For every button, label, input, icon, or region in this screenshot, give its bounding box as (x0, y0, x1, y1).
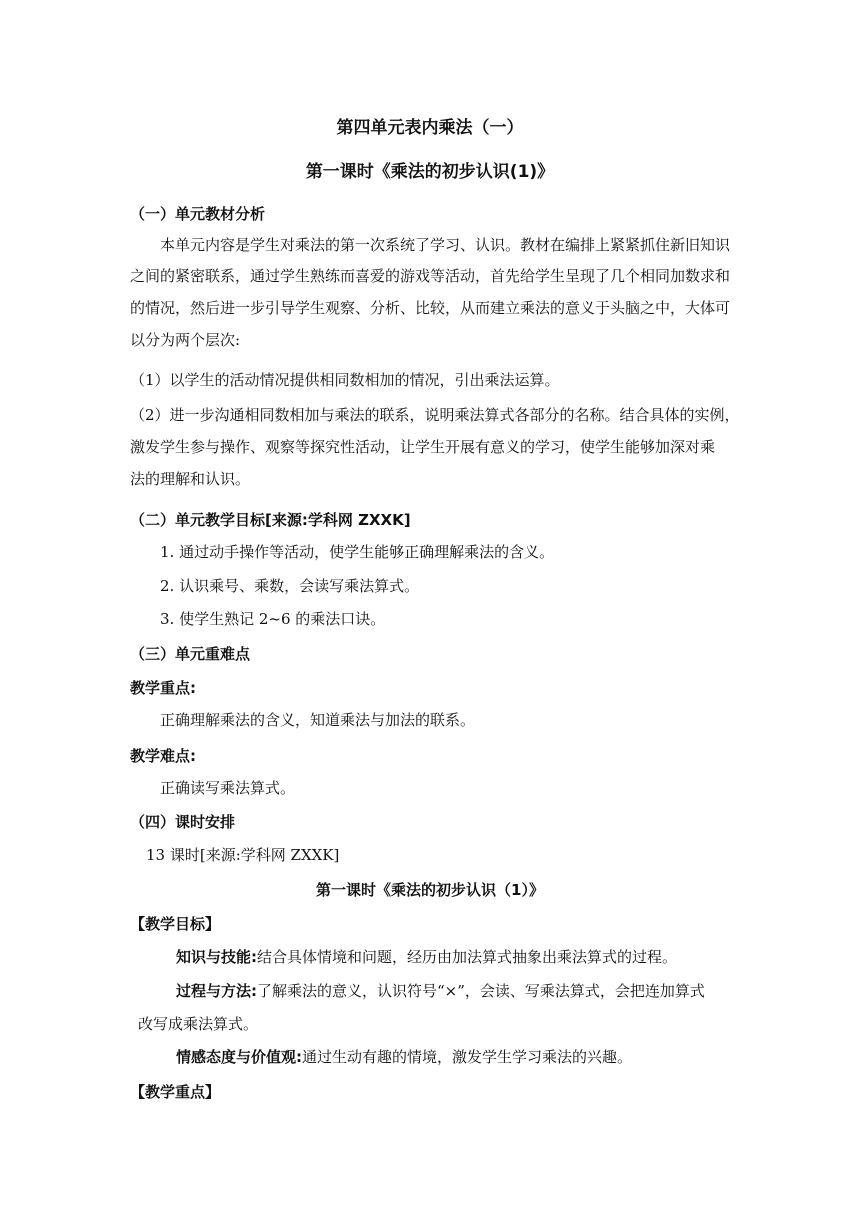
list-item: （1）以学生的活动情况提供相同数相加的情况，引出乘法运算。 (130, 371, 560, 389)
goal-item: 3. 使学生熟记 2~6 的乘法口诀。 (160, 610, 386, 628)
teaching-goals-heading: 【教学目标】 (130, 915, 221, 933)
goal-item: 2. 认识乘号、乘数，会读写乘法算式。 (160, 577, 420, 595)
paragraph-line: 之间的紧密联系，通过学生熟练而喜爱的游戏等活动，首先给学生呈现了几个相同加数求和 (130, 267, 731, 285)
goal-process-text: 了解乘法的意义，认识符号“×”，会读、写乘法算式，会把连加算式 (257, 982, 705, 1000)
goal-emotion (176, 1047, 632, 1067)
paragraph-line: 以分为两个层次: (130, 331, 241, 349)
lesson-subtitle: 第一课时《乘法的初步认识（1）》 (316, 881, 544, 899)
difficulty-label: 教学难点: (130, 747, 196, 765)
section-heading-key-points: （三）单元重难点 (130, 645, 251, 663)
goal-process-label: 过程与方法: (176, 982, 257, 1000)
list-item: 法的理解和认识。 (130, 470, 251, 488)
section-heading-analysis: （一）单元教材分析 (130, 205, 266, 223)
section-heading-goals: （二）单元教学目标[来源:学科网 ZXXK] (130, 511, 411, 529)
schedule-text: 13 课时[来源:学科网 ZXXK] (146, 846, 340, 864)
section-heading-schedule: （四）课时安排 (130, 813, 236, 831)
difficulty-text: 正确读写乘法算式。 (160, 779, 296, 797)
key-point-text: 正确理解乘法的含义，知道乘法与加法的联系。 (160, 711, 476, 729)
goal-item: 1. 通过动手操作等活动，使学生能够正确理解乘法的含义。 (160, 543, 555, 561)
paragraph-line: 的情况，然后进一步引导学生观察、分析、比较，从而建立乘法的意义于头脑之中，大体可 (130, 299, 731, 317)
unit-title: 第四单元表内乘法（一） (336, 118, 524, 138)
goal-knowledge-label: 知识与技能: (176, 948, 257, 966)
goal-emotion-text: 通过生动有趣的情境，激发学生学习乘法的兴趣。 (302, 1048, 633, 1066)
list-item: 激发学生参与操作、观察等探究性活动，让学生开展有意义的学习，使学生能够加深对乘 (130, 438, 716, 456)
teaching-key-heading: 【教学重点】 (130, 1083, 221, 1101)
goal-process (176, 981, 705, 1001)
lesson-title: 第一课时《乘法的初步认识(1)》 (305, 162, 555, 182)
goal-process-continued: 改写成乘法算式。 (138, 1015, 259, 1033)
goal-emotion-label: 情感态度与价值观: (176, 1048, 302, 1066)
paragraph-line: 本单元内容是学生对乘法的第一次系统了学习、认识。教材在编排上紧紧抓住新旧知识 (160, 236, 731, 254)
key-point-label: 教学重点: (130, 679, 196, 697)
goal-knowledge (176, 947, 677, 967)
list-item: （2）进一步沟通相同数相加与乘法的联系，说明乘法算式各部分的名称。结合具体的实例， (130, 406, 740, 424)
goal-knowledge-text: 结合具体情境和问题，经历由加法算式抽象出乘法算式的过程。 (257, 948, 678, 966)
